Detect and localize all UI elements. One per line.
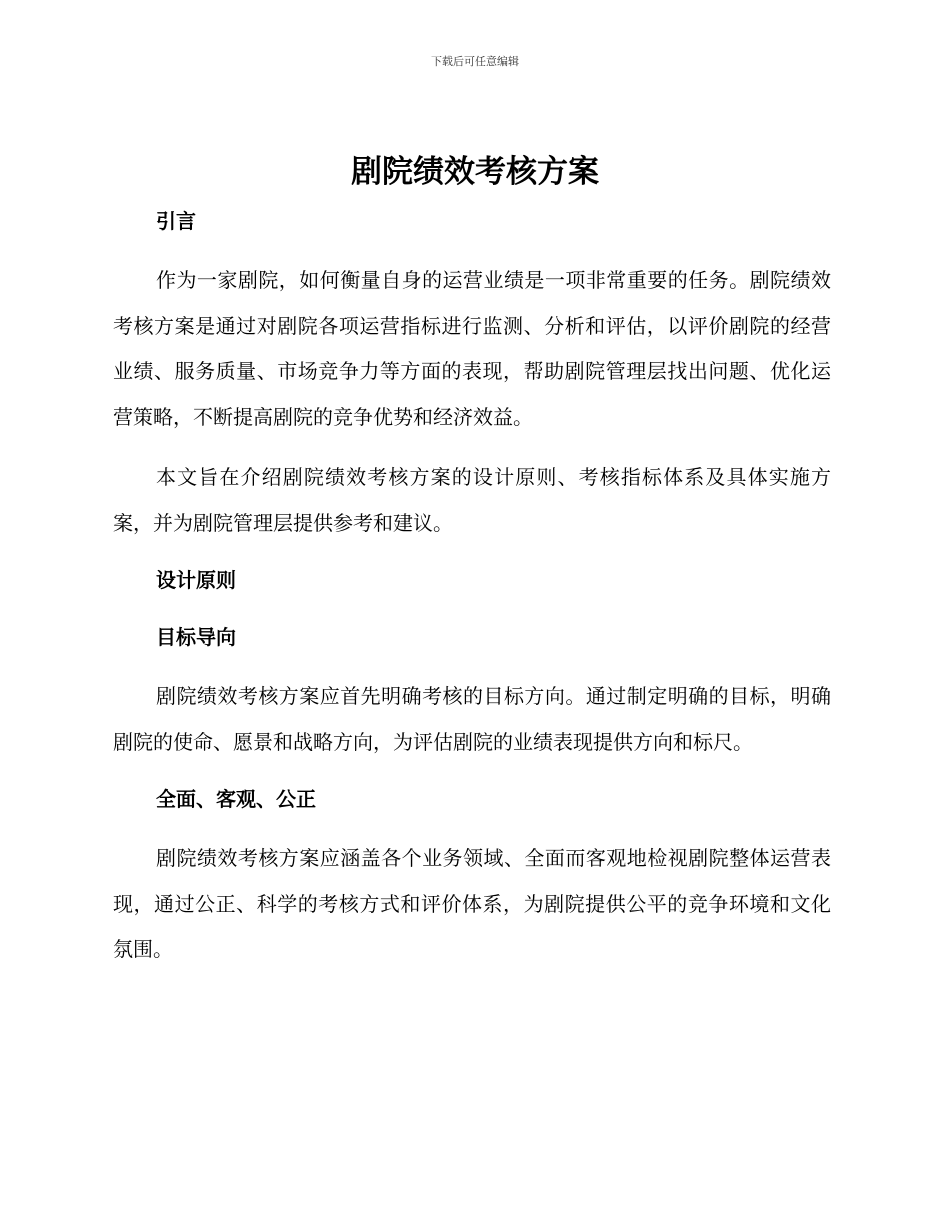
paragraph-intro-2: 本文旨在介绍剧院绩效考核方案的设计原则、考核指标体系及具体实施方案，并为剧院管理层提供参考和建议。 bbox=[113, 465, 831, 535]
page-header-note: 下载后可任意编辑 bbox=[431, 55, 519, 68]
paragraph-goal: 剧院绩效考核方案应首先明确考核的目标方向。通过制定明确的目标，明确剧院的使命、愿景和战略方向，为评估剧院的业绩表现提供方向和标尺。 bbox=[113, 684, 831, 754]
subsection-heading-fair: 全面、客观、公正 bbox=[156, 787, 316, 811]
paragraph-intro-1: 作为一家剧院，如何衡量自身的运营业绩是一项非常重要的任务。剧院绩效考核方案是通过对剧院各项运营指标进行监测、分析和评估，以评价剧院的经营业绩、服务质量、市场竞争力等方面的表现，帮助剧院管理层找出问题、优化运营策略，不断提高剧院的竞争优势和经济效益。 bbox=[113, 268, 831, 429]
section-heading-design: 设计原则 bbox=[156, 568, 236, 592]
document-title: 剧院绩效考核方案 bbox=[351, 154, 599, 190]
subsection-heading-goal: 目标导向 bbox=[156, 625, 236, 649]
section-heading-intro: 引言 bbox=[156, 209, 196, 233]
paragraph-fair: 剧院绩效考核方案应涵盖各个业务领域、全面而客观地检视剧院整体运营表现，通过公正、科学的考核方式和评价体系，为剧院提供公平的竞争环境和文化氛围。 bbox=[113, 846, 831, 961]
document-body bbox=[113, 203, 831, 973]
